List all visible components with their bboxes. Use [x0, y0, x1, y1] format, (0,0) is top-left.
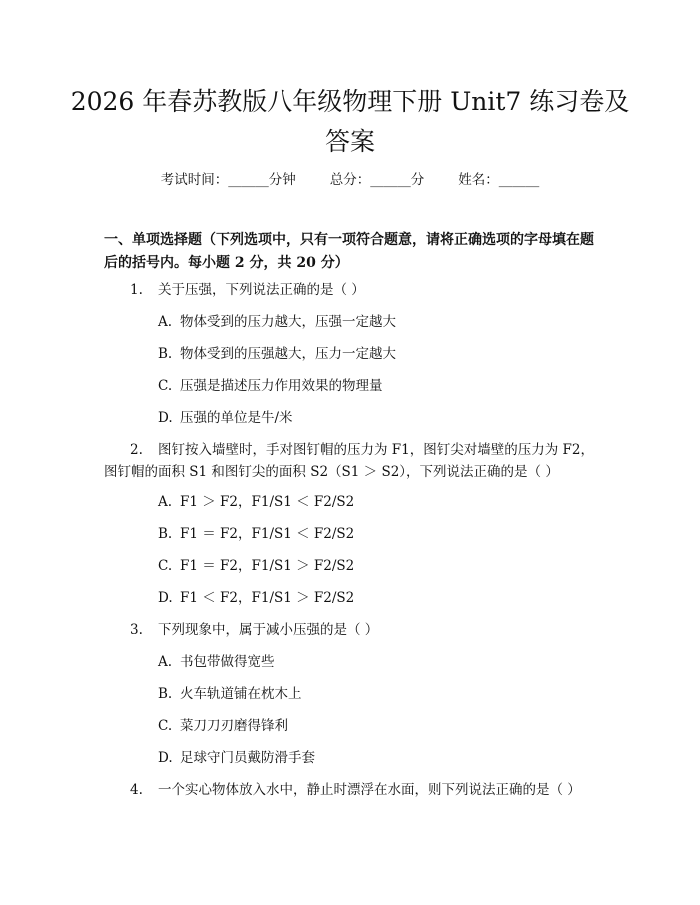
option-letter: D.	[158, 590, 173, 606]
option-letter: A.	[158, 654, 173, 670]
option-letter: B.	[158, 346, 173, 362]
student-name-field: 姓名：______	[458, 172, 540, 188]
exam-time-field: 考试时间：______分钟	[160, 172, 296, 188]
question-number: 2.	[130, 442, 143, 458]
question-2-option-a	[158, 491, 578, 513]
question-2	[104, 439, 594, 483]
option-text: F1 ＝ F2，F1/S1 ＜ F2/S2	[180, 526, 355, 542]
total-score-field: 总分：______分	[329, 172, 425, 188]
exam-meta-line	[0, 168, 700, 188]
option-text: F1 ＜ F2，F1/S1 ＞ F2/S2	[180, 590, 355, 606]
question-3-option-c	[158, 715, 578, 737]
question-number: 4.	[130, 782, 143, 798]
question-1-option-c	[158, 375, 578, 397]
question-2-option-b	[158, 523, 578, 545]
question-1-option-b	[158, 343, 578, 365]
option-text: 物体受到的压力越大，压强一定越大	[180, 314, 396, 330]
question-text: 关于压强，下列说法正确的是（ ）	[158, 282, 365, 298]
question-text: 一个实心物体放入水中，静止时漂浮在水面，则下列说法正确的是（ ）	[158, 782, 581, 798]
section-heading: 一、单项选择题（下列选项中，只有一项符合题意，请将正确选项的字母填在题后的括号内。每小题 2 分，共 20 分）	[104, 232, 594, 271]
question-number: 3.	[130, 622, 143, 638]
question-text: 下列现象中，属于减小压强的是（ ）	[158, 622, 379, 638]
option-text: 物体受到的压强越大，压力一定越大	[180, 346, 396, 362]
question-text: 图钉按入墙壁时，手对图钉帽的压力为 F1，图钉尖对墙壁的压力为 F2，图钉帽的面积 S1 和图钉尖的面积 S2（S1 ＞ S2），下列说法正确的是（ ）	[104, 442, 594, 480]
question-2-option-c	[158, 555, 578, 577]
option-letter: C.	[158, 558, 173, 574]
option-text: 火车轨道铺在枕木上	[180, 686, 302, 702]
option-letter: B.	[158, 686, 173, 702]
option-letter: A.	[158, 494, 173, 510]
option-letter: A.	[158, 314, 173, 330]
option-text: F1 ＝ F2，F1/S1 ＞ F2/S2	[180, 558, 355, 574]
question-4	[104, 779, 594, 801]
document-title: 2026 年春苏教版八年级物理下册 Unit7 练习卷及答案	[70, 87, 630, 156]
option-letter: C.	[158, 718, 173, 734]
question-1-option-d	[158, 407, 578, 429]
option-text: 足球守门员戴防滑手套	[180, 750, 315, 766]
question-2-option-d	[158, 587, 578, 609]
option-letter: B.	[158, 526, 173, 542]
question-1-option-a	[158, 311, 578, 333]
question-3	[104, 619, 594, 641]
option-letter: D.	[158, 750, 173, 766]
option-text: F1 ＞ F2，F1/S1 ＜ F2/S2	[180, 494, 355, 510]
option-text: 书包带做得宽些	[180, 654, 275, 670]
question-1	[104, 279, 594, 301]
option-text: 压强是描述压力作用效果的物理量	[180, 378, 383, 394]
option-letter: D.	[158, 410, 173, 426]
question-3-option-a	[158, 651, 578, 673]
question-3-option-b	[158, 683, 578, 705]
option-text: 压强的单位是牛/米	[180, 410, 293, 426]
question-number: 1.	[130, 282, 143, 298]
question-3-option-d	[158, 747, 578, 769]
option-text: 菜刀刀刃磨得锋利	[180, 718, 288, 734]
option-letter: C.	[158, 378, 173, 394]
